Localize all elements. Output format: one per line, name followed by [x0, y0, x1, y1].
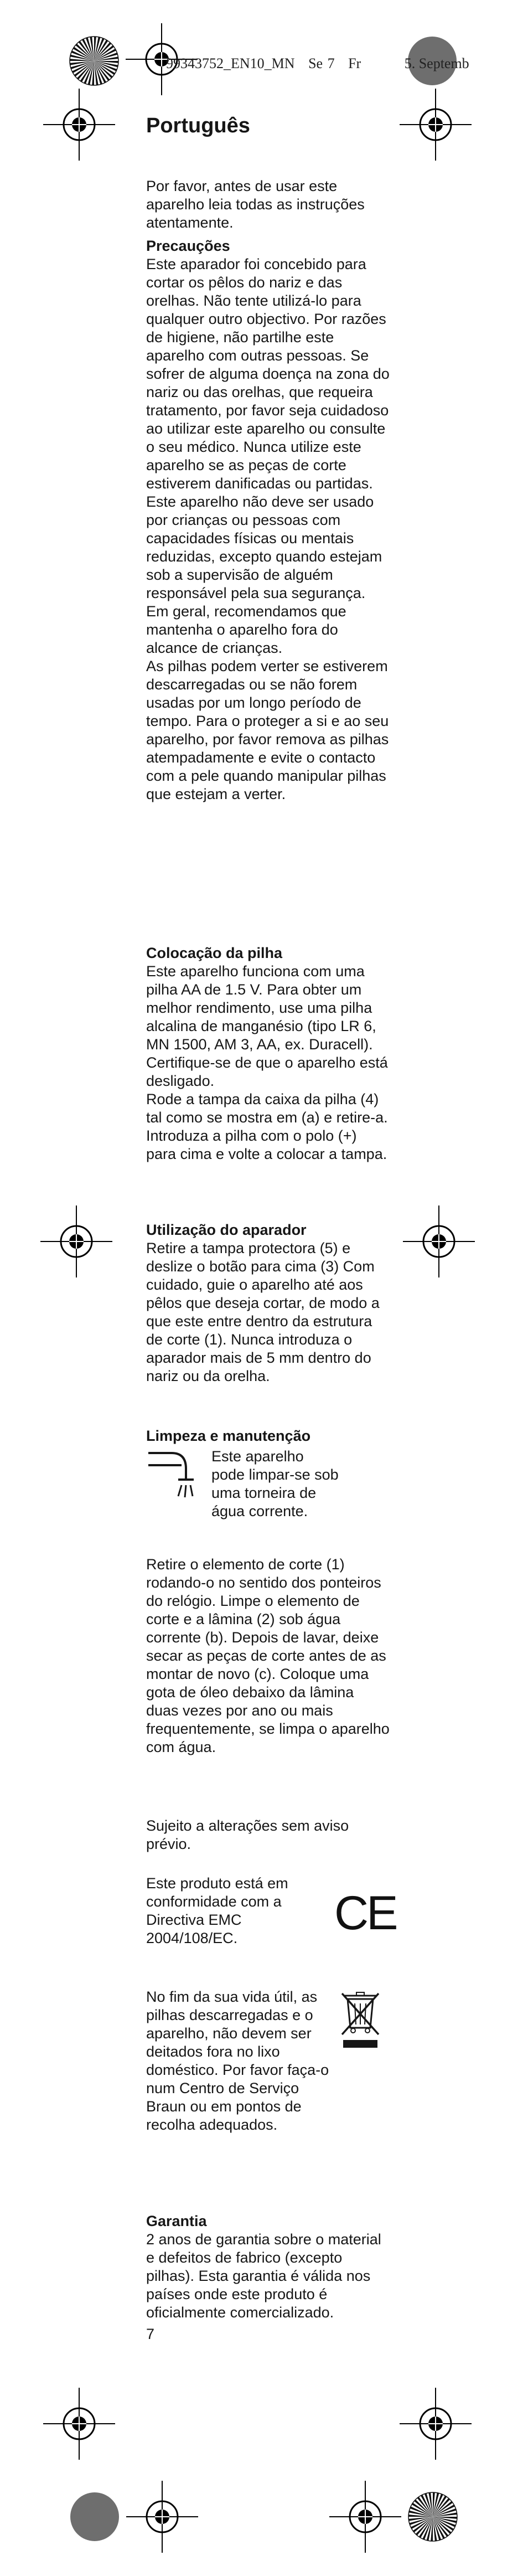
conformity-text: Este produto está em conformidade com a Directiva EMC 2004/108/EC.: [146, 1875, 288, 1946]
print-slug: [166, 55, 469, 72]
battery-heading: Colocação da pilha: [146, 945, 283, 961]
language-heading: Português: [146, 114, 250, 137]
registration-mark-icon: [400, 2388, 472, 2460]
slug-fragment-4: 5. Septemb: [404, 55, 469, 71]
gray-color-disc-icon: [70, 2492, 120, 2542]
precautions-section: [146, 237, 390, 803]
crossed-out-bin-icon: [341, 1991, 380, 2052]
intro-text: Por favor, antes de usar este aparelho leia todas as instruções atentamente.: [146, 178, 365, 231]
usage-section: [146, 1221, 390, 1385]
cleaning-heading: Limpeza e manutenção: [146, 1428, 311, 1444]
tap-caption: Este aparelho pode limpar-se sob uma torneira de água corrente.: [211, 1448, 339, 1519]
starburst-target-icon: [69, 36, 119, 86]
page-number: 7: [146, 2326, 155, 2342]
battery-section: [146, 944, 390, 1163]
registration-mark-icon: [329, 2481, 401, 2553]
registration-mark-icon: [43, 89, 115, 161]
precautions-heading: Precauções: [146, 238, 230, 254]
cleaning-section: [146, 1427, 390, 1445]
battery-paragraph: Rode a tampa da caixa da pilha (4) tal como se mostra em (a) e retire-a. Introduza a pilha com o polo (+) para cima e volte a colocar a tampa.: [146, 1091, 388, 1162]
warranty-text: 2 anos de garantia sobre o material e defeitos de fabrico (excepto pilhas). Esta garantia é válida nos países onde este produto é oficialmente comercializado.: [146, 2231, 381, 2321]
usage-heading: Utilização do aparador: [146, 1222, 307, 1238]
registration-mark-icon: [40, 1205, 112, 1277]
battery-paragraph: Este aparelho funciona com uma pilha AA de 1.5 V. Para obter um melhor rendimento, use uma pilha alcalina de manganésio (tipo LR 6, MN 1500, AM 3, AA, ex. Duracell). Certifique-se de que o aparelho está desligado.: [146, 963, 388, 1089]
registration-mark-icon: [403, 1205, 475, 1277]
starburst-target-icon: [408, 2492, 458, 2542]
precautions-paragraph: Este aparelho não deve ser usado por crianças ou pessoas com capacidades físicas ou mentais reduzidas, excepto quando estejam sob a supervisão de alguém responsável pela sua segurança. Em geral, recomendamos que mantenha o aparelho fora do alcance de crianças.: [146, 493, 382, 656]
registration-mark-icon: [43, 2388, 115, 2460]
warranty-section: [146, 2212, 390, 2322]
precautions-paragraph: Este aparador foi concebido para cortar os pêlos do nariz e das orelhas. Não tente utilizá-lo para qualquer outro objectivo. Por razões de higiene, não partilhe este aparelho com outras pessoas. Se sofrer de alguma doença na zona do nariz ou das orelhas, que requeira tratamento, por favor seja cuidadoso ao utilizar este aparelho ou consulte o seu médico. Nunca utilize este aparelho se as peças de corte estiverem danificadas ou partidas.: [146, 256, 390, 492]
slug-fragment-3: Fr: [348, 55, 361, 71]
precautions-paragraph: As pilhas podem verter se estiverem descarregadas ou se não forem usadas por um longo período de tempo. Para o proteger a si e ao seu aparelho, por favor remova as pilhas atempadamente e evite o contacto com a pele quando manipular pilhas que estejam a verter.: [146, 658, 389, 802]
disposal-text: No fim da sua vida útil, as pilhas descarregadas e o aparelho, não devem ser deitados fora no lixo doméstico. Por favor faça-o num Centro de Serviço Braun ou em pontos de recolha adequados.: [146, 1988, 329, 2133]
registration-mark-icon: [400, 89, 472, 161]
water-tap-icon: [147, 1449, 203, 1504]
cleaning-paragraph: Retire o elemento de corte (1) rodando-o no sentido dos ponteiros do relógio. Limpe o elemento de corte e a lâmina (2) sob água corrente (b). Depois de lavar, deixe secar as peças de corte antes de as montar de novo (c). Coloque uma gota de óleo debaixo da lâmina duas vezes por ano ou mais frequentemente, se limpa o aparelho com água.: [146, 1556, 390, 1755]
usage-paragraph: Retire a tampa protectora (5) e deslize o botão para cima (3) Com cuidado, guie o aparelho até aos pêlos que deseja cortar, de modo a que este entre dentro da estrutura de corte (1). Nunca introduza o aparador mais de 5 mm dentro do nariz ou da orelha.: [146, 1240, 380, 1384]
slug-fragment-2: 7: [327, 55, 335, 71]
slug-prefix: 99343752_EN10_MN: [166, 55, 295, 71]
registration-mark-icon: [126, 2481, 198, 2553]
notice-text: Sujeito a alterações sem aviso prévio.: [146, 1817, 349, 1852]
ce-mark-icon: CE: [334, 1887, 396, 1940]
slug-fragment-1: Se: [308, 55, 323, 71]
warranty-heading: Garantia: [146, 2213, 207, 2229]
